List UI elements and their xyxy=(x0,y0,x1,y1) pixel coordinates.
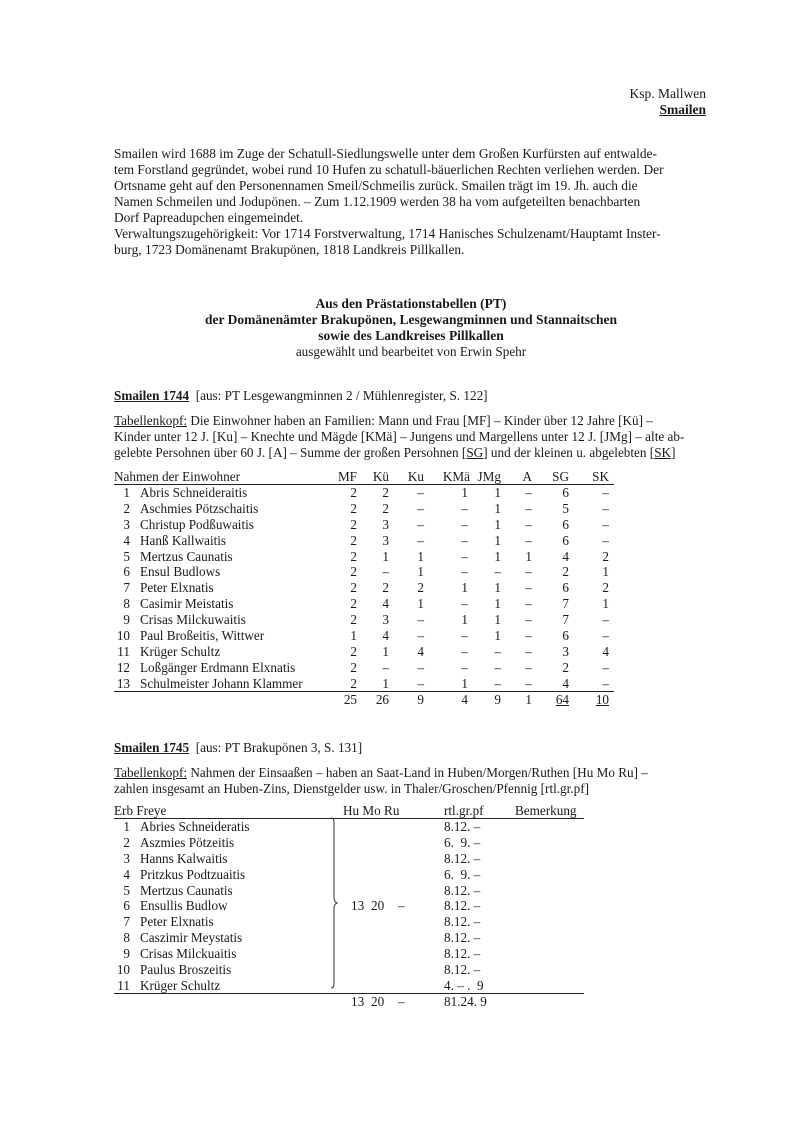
cell-value: 2 xyxy=(350,596,357,612)
row-number: 7 xyxy=(123,580,130,596)
resident-name: Paul Broßeitis, Wittwer xyxy=(140,628,265,644)
section-1744-source: [aus: PT Lesgewangminnen 2 / Mühlenregister, S. 122] xyxy=(195,388,488,403)
payment-value: 6. 9. – xyxy=(444,866,481,882)
cell-value: 5 xyxy=(562,500,569,516)
cell-value: – xyxy=(417,485,424,500)
col-header-land: Hu Mo Ru xyxy=(343,803,400,818)
cell-value: 6 xyxy=(562,485,569,500)
cell-value: 6 xyxy=(562,628,569,644)
cell-value: 2 xyxy=(602,580,609,596)
cell-value: 1 xyxy=(461,612,468,628)
row-number: 8 xyxy=(123,596,130,612)
cell-value: – xyxy=(602,675,609,691)
cell-value: 6 xyxy=(562,516,569,532)
row-number: 11 xyxy=(117,643,130,659)
settler-name: Krüger Schultz xyxy=(140,977,221,993)
col-header-jmg: JMg xyxy=(477,469,501,484)
cell-value: – xyxy=(602,516,609,532)
resident-name: Peter Elxnatis xyxy=(140,580,214,596)
desc-text: zahlen insgesamt an Huben-Zins, Dienstgelder usw. in Thaler/Groschen/Pfennig [rtl.gr.pf] xyxy=(114,781,589,796)
cell-value: 2 xyxy=(350,564,357,580)
cell-value: 1 xyxy=(494,485,501,500)
cell-value: – xyxy=(602,485,609,500)
section-1744-title: Smailen 1744 xyxy=(114,388,190,403)
cell-value: – xyxy=(417,516,424,532)
cell-value: 2 xyxy=(350,580,357,596)
settler-name: Peter Elxnatis xyxy=(140,914,214,930)
table-row xyxy=(114,867,584,883)
cell-value: 1 xyxy=(525,548,532,564)
settler-name: Mertzus Caunatis xyxy=(140,882,233,898)
table-header-label: Tabellenkopf: xyxy=(114,765,188,780)
land-mo: 20 xyxy=(371,898,385,914)
cell-value: 1 xyxy=(417,596,424,612)
resident-name: Christup Podßuwaitis xyxy=(140,516,254,532)
cell-value: 4 xyxy=(562,548,569,564)
col-header-name: Erb Freye xyxy=(114,803,167,818)
resident-name: Casimir Meistatis xyxy=(140,596,234,612)
col-header-kue: Kü xyxy=(372,469,389,484)
desc-text: ] und der kleinen u. abgelebten [ xyxy=(483,445,655,460)
cell-value: 1 xyxy=(417,564,424,580)
cell-value: 1 xyxy=(494,628,501,644)
settler-name: Crisas Milckuaitis xyxy=(140,946,237,962)
row-number: 2 xyxy=(123,500,130,516)
cell-value: – xyxy=(525,532,532,548)
cell-value: 4 xyxy=(562,675,569,691)
land-tax-table-1745 xyxy=(114,803,584,1010)
cell-value: – xyxy=(417,532,424,548)
payment-value: 8.12. – xyxy=(444,819,481,834)
payment-value: 8.12. – xyxy=(444,882,481,898)
row-number: 1 xyxy=(123,485,130,500)
cell-value: 4 xyxy=(382,628,389,644)
row-number: 4 xyxy=(123,866,130,882)
table-row xyxy=(114,596,614,612)
cell-value: 4 xyxy=(382,596,389,612)
cell-value: – xyxy=(602,500,609,516)
payment-value: 8.12. – xyxy=(444,898,481,914)
cell-value: – xyxy=(417,675,424,691)
table-row xyxy=(114,660,614,676)
desc-abbr: SK xyxy=(654,445,672,460)
cell-value: 4 xyxy=(602,643,609,659)
row-number: 6 xyxy=(123,898,130,914)
cell-value: 2 xyxy=(602,548,609,564)
total-value: 26 xyxy=(375,691,389,707)
cell-value: 2 xyxy=(350,516,357,532)
cell-value: – xyxy=(525,596,532,612)
section-1744-description xyxy=(114,413,714,461)
cell-value: – xyxy=(382,659,389,675)
cell-value: – xyxy=(382,564,389,580)
payment-value: 8.12. – xyxy=(444,850,481,866)
table-row xyxy=(114,898,584,914)
table-row xyxy=(114,628,614,644)
cell-value: – xyxy=(525,675,532,691)
table-row xyxy=(114,883,584,899)
intro-line: Dorf Papreadupchen eingemeindet. xyxy=(114,210,304,225)
settler-name: Aszmies Pötzeitis xyxy=(140,834,235,850)
total-value: 9 xyxy=(494,691,501,707)
table-row xyxy=(114,533,614,549)
col-header-payment: rtl.gr.pf xyxy=(444,803,484,818)
cell-value: 2 xyxy=(350,643,357,659)
cell-value: 2 xyxy=(350,548,357,564)
desc-text: ] xyxy=(671,445,676,460)
row-number: 11 xyxy=(117,977,130,993)
col-header-name: Nahmen der Einwohner xyxy=(114,469,240,484)
cell-value: 1 xyxy=(461,485,468,500)
cell-value: 1 xyxy=(494,500,501,516)
section-1744-heading xyxy=(114,388,488,404)
title-line-3: sowie des Landkreises Pillkallen xyxy=(318,328,504,343)
cell-value: 3 xyxy=(382,612,389,628)
cell-value: 2 xyxy=(350,675,357,691)
cell-value: – xyxy=(602,612,609,628)
resident-name: Loßgänger Erdmann Elxnatis xyxy=(140,659,296,675)
total-value: 10 xyxy=(595,691,609,707)
total-payment: 81.24. 9 xyxy=(444,993,487,1009)
cell-value: 2 xyxy=(350,532,357,548)
cell-value: 1 xyxy=(602,596,609,612)
village-title: Smailen xyxy=(659,102,706,117)
table-row xyxy=(114,835,584,851)
intro-text xyxy=(114,146,708,258)
cell-value: 6 xyxy=(562,532,569,548)
table-row xyxy=(114,676,614,692)
cell-value: – xyxy=(461,659,468,675)
row-number: 10 xyxy=(116,628,130,644)
table-row xyxy=(114,819,584,835)
parish-label: Ksp. Mallwen xyxy=(629,86,706,101)
cell-value: – xyxy=(494,564,501,580)
table-row xyxy=(114,549,614,565)
settler-name: Abries Schneideratis xyxy=(140,819,250,834)
resident-name: Aschmies Pötzschaitis xyxy=(140,500,259,516)
row-number: 5 xyxy=(123,548,130,564)
desc-text: Die Einwohner haben an Familien: Mann und Frau [MF] – Kinder über 12 Jahre [Kü] – xyxy=(187,413,653,428)
settler-name: Ensullis Budlow xyxy=(140,898,228,914)
land-hu: 13 xyxy=(351,898,365,914)
cell-value: – xyxy=(417,612,424,628)
payment-value: 8.12. – xyxy=(444,962,481,978)
desc-text: Kinder unter 12 J. [Ku] – Knechte und Mägde [KMä] – Jungens und Margellens unter 12 J. [JMg] – alte ab- xyxy=(114,429,685,444)
row-number: 9 xyxy=(123,612,130,628)
intro-line: Smailen wird 1688 im Zuge der Schatull-Siedlungswelle unter dem Großen Kurfürsten auf entwalde- xyxy=(114,146,657,161)
cell-value: 1 xyxy=(382,675,389,691)
cell-value: – xyxy=(602,659,609,675)
cell-value: 2 xyxy=(562,564,569,580)
totals-row xyxy=(114,692,614,708)
payment-value: 8.12. – xyxy=(444,914,481,930)
row-number: 3 xyxy=(123,516,130,532)
row-number: 9 xyxy=(123,946,130,962)
cell-value: – xyxy=(602,628,609,644)
cell-value: – xyxy=(461,500,468,516)
col-header-mf: MF xyxy=(337,469,357,484)
table-row xyxy=(114,914,584,930)
cell-value: – xyxy=(461,516,468,532)
totals-row xyxy=(114,994,584,1010)
row-number: 4 xyxy=(123,532,130,548)
intro-line: Ortsname geht auf den Personennamen Smeil/Schmeilis zurück. Smailen trägt im 19. Jh. auch die xyxy=(114,178,638,193)
cell-value: 1 xyxy=(417,548,424,564)
source-title-block xyxy=(114,296,708,360)
cell-value: 1 xyxy=(382,548,389,564)
section-1745-source: [aus: PT Brakupönen 3, S. 131] xyxy=(195,740,363,755)
desc-text: gelebte Persohnen über 60 J. [A] – Summe der großen Persohnen [ xyxy=(114,445,467,460)
payment-value: 8.12. – xyxy=(444,930,481,946)
resident-name: Ensul Budlows xyxy=(140,564,221,580)
table-body xyxy=(114,485,614,692)
cell-value: – xyxy=(461,643,468,659)
table-header-row xyxy=(114,803,584,819)
cell-value: 2 xyxy=(350,485,357,500)
population-table-1744 xyxy=(114,469,614,708)
cell-value: 2 xyxy=(562,659,569,675)
total-value: 1 xyxy=(525,691,532,707)
author-line: ausgewählt und bearbeitet von Erwin Spehr xyxy=(295,344,527,359)
intro-line: burg, 1723 Domänenamt Brakupönen, 1818 Landkreis Pillkallen. xyxy=(114,242,465,257)
section-1745-description xyxy=(114,765,714,797)
cell-value: – xyxy=(525,564,532,580)
intro-line: Verwaltungszugehörigkeit: Vor 1714 Forstverwaltung, 1714 Hanisches Schulzenamt/Hauptamt Inster- xyxy=(114,226,661,241)
cell-value: 2 xyxy=(350,659,357,675)
cell-value: – xyxy=(525,628,532,644)
desc-text: Nahmen der Einsaaßen – haben an Saat-Land in Huben/Morgen/Ruthen [Hu Mo Ru] – xyxy=(187,765,648,780)
table-row xyxy=(114,946,584,962)
cell-value: 2 xyxy=(382,485,389,500)
cell-value: 7 xyxy=(562,612,569,628)
cell-value: 2 xyxy=(350,612,357,628)
cell-value: 2 xyxy=(382,500,389,516)
total-value: 4 xyxy=(461,691,468,707)
page-header xyxy=(630,86,707,118)
resident-name: Crisas Milckuwaitis xyxy=(140,612,246,628)
payment-value: 6. 9. – xyxy=(444,834,481,850)
table-header-label: Tabellenkopf: xyxy=(114,413,188,428)
cell-value: 1 xyxy=(494,580,501,596)
cell-value: – xyxy=(461,628,468,644)
col-header-kmae: KMä xyxy=(442,469,470,484)
intro-line: Namen Schmeilen und Jodupönen. – Zum 1.12.1909 werden 38 ha vom aufgeteilten benachbarten xyxy=(114,194,641,209)
cell-value: 1 xyxy=(494,612,501,628)
cell-value: – xyxy=(494,675,501,691)
land-ru: – xyxy=(398,898,405,914)
cell-value: 2 xyxy=(350,500,357,516)
cell-value: – xyxy=(417,659,424,675)
cell-value: – xyxy=(525,485,532,500)
row-group-brace-icon xyxy=(330,817,338,989)
cell-value: – xyxy=(494,659,501,675)
row-number: 8 xyxy=(123,930,130,946)
cell-value: 1 xyxy=(494,596,501,612)
table-row xyxy=(114,962,584,978)
table-row xyxy=(114,580,614,596)
table-row xyxy=(114,930,584,946)
cell-value: 1 xyxy=(494,548,501,564)
total-value: 25 xyxy=(343,691,357,707)
section-1745-heading xyxy=(114,740,362,756)
row-number: 6 xyxy=(123,564,130,580)
row-number: 7 xyxy=(123,914,130,930)
cell-value: 6 xyxy=(562,580,569,596)
cell-value: 1 xyxy=(494,532,501,548)
cell-value: – xyxy=(461,596,468,612)
row-number: 3 xyxy=(123,850,130,866)
cell-value: – xyxy=(417,628,424,644)
table-row xyxy=(114,564,614,580)
cell-value: – xyxy=(525,612,532,628)
col-header-sk: SK xyxy=(592,469,609,484)
cell-value: – xyxy=(525,516,532,532)
table-row xyxy=(114,501,614,517)
cell-value: 1 xyxy=(382,643,389,659)
row-number: 10 xyxy=(116,962,130,978)
title-line-2: der Domänenämter Brakupönen, Lesgewangminnen und Stannaitschen xyxy=(204,312,618,327)
table-row xyxy=(114,644,614,660)
resident-name: Hanß Kallwaitis xyxy=(140,532,227,548)
settler-name: Pritzkus Podtzuaitis xyxy=(140,866,246,882)
resident-name: Schulmeister Johann Klammer xyxy=(140,675,303,691)
intro-line: tem Forstland gegründet, wobei rund 10 Hufen zu schatull-bäuerlichen Rechten verliehen werden. Der xyxy=(114,162,664,177)
cell-value: – xyxy=(461,548,468,564)
row-number: 5 xyxy=(123,882,130,898)
settler-name: Caszimir Meystatis xyxy=(140,930,243,946)
col-header-ku: Ku xyxy=(407,469,424,484)
total-value: 64 xyxy=(555,691,569,707)
cell-value: 3 xyxy=(382,516,389,532)
cell-value: – xyxy=(417,500,424,516)
total-value: 9 xyxy=(417,691,424,707)
col-header-sg: SG xyxy=(552,469,569,484)
row-number: 13 xyxy=(116,675,130,691)
cell-value: 1 xyxy=(602,564,609,580)
table-row xyxy=(114,612,614,628)
cell-value: 4 xyxy=(417,643,424,659)
cell-value: – xyxy=(525,580,532,596)
section-1745-title: Smailen 1745 xyxy=(114,740,190,755)
cell-value: 2 xyxy=(382,580,389,596)
title-line-1: Aus den Prästationstabellen (PT) xyxy=(315,296,507,311)
settler-name: Hanns Kalwaitis xyxy=(140,850,228,866)
cell-value: 2 xyxy=(417,580,424,596)
payment-value: 8.12. – xyxy=(444,946,481,962)
total-mo: 20 xyxy=(371,993,385,1009)
cell-value: 1 xyxy=(461,580,468,596)
table-row xyxy=(114,517,614,533)
row-number: 2 xyxy=(123,834,130,850)
table-header-row xyxy=(114,469,614,485)
total-ru: – xyxy=(398,993,405,1009)
resident-name: Abris Schneideraitis xyxy=(140,485,248,500)
cell-value: – xyxy=(461,564,468,580)
cell-value: 3 xyxy=(382,532,389,548)
table-row xyxy=(114,978,584,994)
resident-name: Krüger Schultz xyxy=(140,643,221,659)
cell-value: 7 xyxy=(562,596,569,612)
payment-value: 4. – . 9 xyxy=(444,977,484,993)
table-row xyxy=(114,485,614,501)
col-header-remark: Bemerkung xyxy=(515,803,577,818)
cell-value: – xyxy=(525,643,532,659)
cell-value: 3 xyxy=(562,643,569,659)
cell-value: – xyxy=(461,532,468,548)
cell-value: 1 xyxy=(494,516,501,532)
total-hu: 13 xyxy=(351,993,365,1009)
row-number: 12 xyxy=(116,659,130,675)
cell-value: 1 xyxy=(461,675,468,691)
resident-name: Mertzus Caunatis xyxy=(140,548,233,564)
desc-abbr: SG xyxy=(466,445,484,460)
table-body xyxy=(114,819,584,994)
row-number: 1 xyxy=(123,819,130,834)
cell-value: 1 xyxy=(350,628,357,644)
col-header-a: A xyxy=(522,469,532,484)
settler-name: Paulus Broszeitis xyxy=(140,962,232,978)
cell-value: – xyxy=(494,643,501,659)
cell-value: – xyxy=(525,500,532,516)
cell-value: – xyxy=(525,659,532,675)
table-row xyxy=(114,851,584,867)
cell-value: – xyxy=(602,532,609,548)
